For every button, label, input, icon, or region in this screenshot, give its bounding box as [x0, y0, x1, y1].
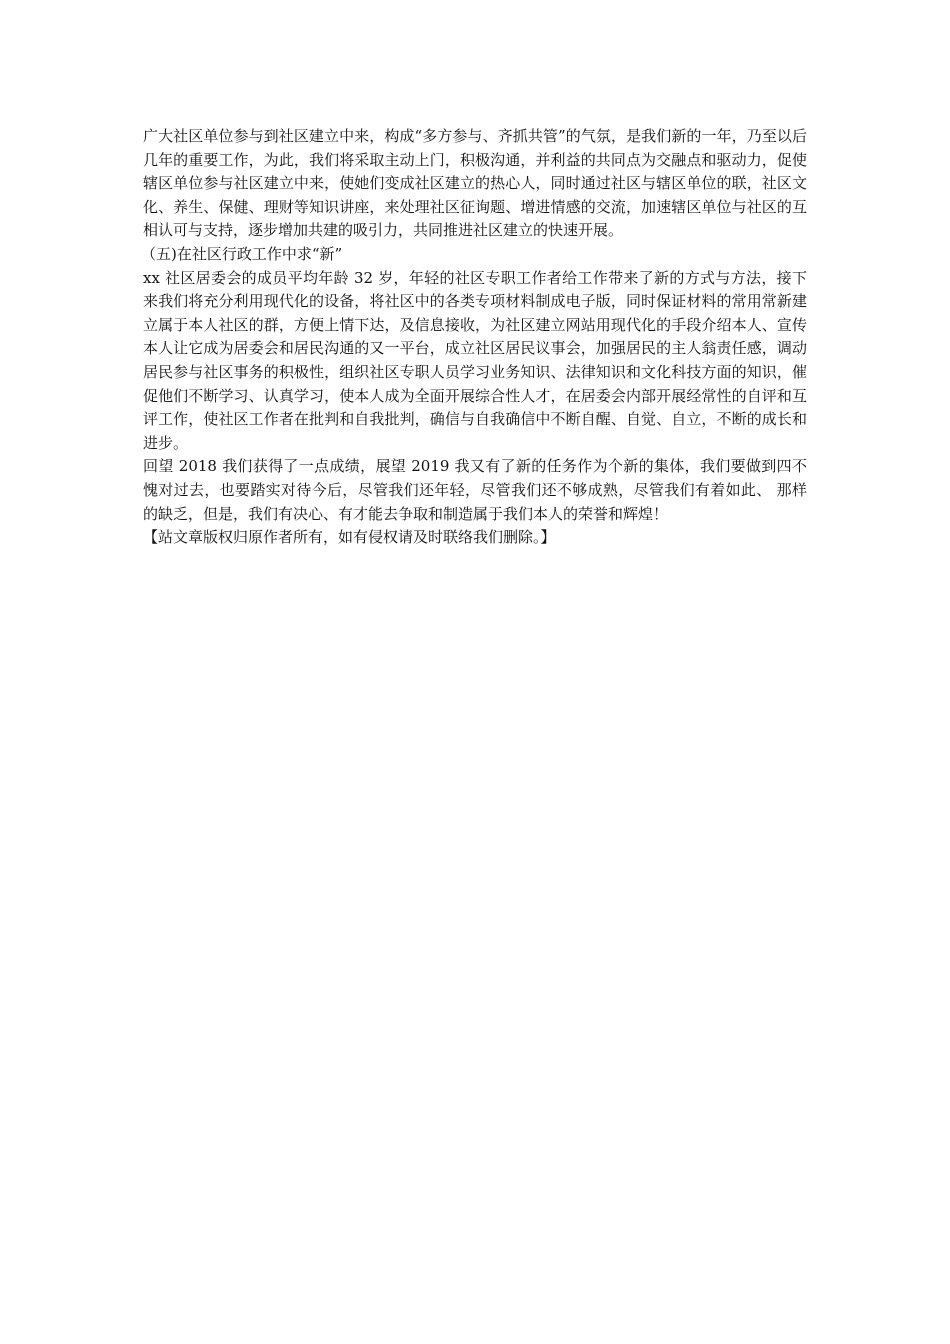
copyright-notice: 【站文章版权归原作者所有，如有侵权请及时联络我们删除。】 [143, 528, 556, 547]
paragraph-administrative-work: xx 社区居委会的成员平均年龄 32 岁，年轻的社区专职工作者给工作带来了新的方式与方法，接下来我们将充分利用现代化的设备，将社区中的各类专项材料制成电子版，同时保证材料的常用常新建立属于本人社区的群，方便上情下达，及信息接收，为社区建立网站用现代化的手段介绍本人、宣传本人让它成为居委会和居民沟通的又一平台，成立社区居民议事会，加强居民的主人翁责任感，调动居民参与社区事务的积极性，组织社区专职人员学习业务知识、法律知识和文化科技方面的知识，催促他们不断学习、认真学习，使本人成为全面开展综合性人才，在居委会内部开展经常性的自评和互评工作，使社区工作者在批判和自我批判，确信与自我确信中不断自醒、自觉、自立，不断的成长和进步。 [143, 268, 807, 452]
paragraph-community-cobuilding: 广大社区单位参与到社区建立中来，构成“多方参与、齐抓共管”的气氛，是我们新的一年，乃至以后几年的重要工作，为此，我们将采取主动上门，积极沟通，并利益的共同点为交融点和驱动力，促使辖区单位参与社区建立中来，使她们变成社区建立的热心人，同时通过社区与辖区单位的联，社区文化、养生、保健、理财等知识讲座，来处理社区征询题、增进情感的交流，加速辖区单位与社区的互相认可与支持，逐步增加共建的吸引力，共同推进社区建立的快速开展。 [143, 127, 807, 240]
paragraph-review-outlook: 回望 2018 我们获得了一点成绩，展望 2019 我又有了新的任务作为个新的集体，我们要做到四不愧对过去，也要踏实对待今后，尽管我们还年轻，尽管我们还不够成熟，尽管我们有着如此、 那样的缺乏，但是，我们有决心、有才能去争取和制造属于我们本人的荣誉和辉煌！ [143, 457, 807, 523]
section-heading-five: （五)在社区行政工作中求“新” [141, 244, 343, 263]
document-body [143, 125, 807, 550]
